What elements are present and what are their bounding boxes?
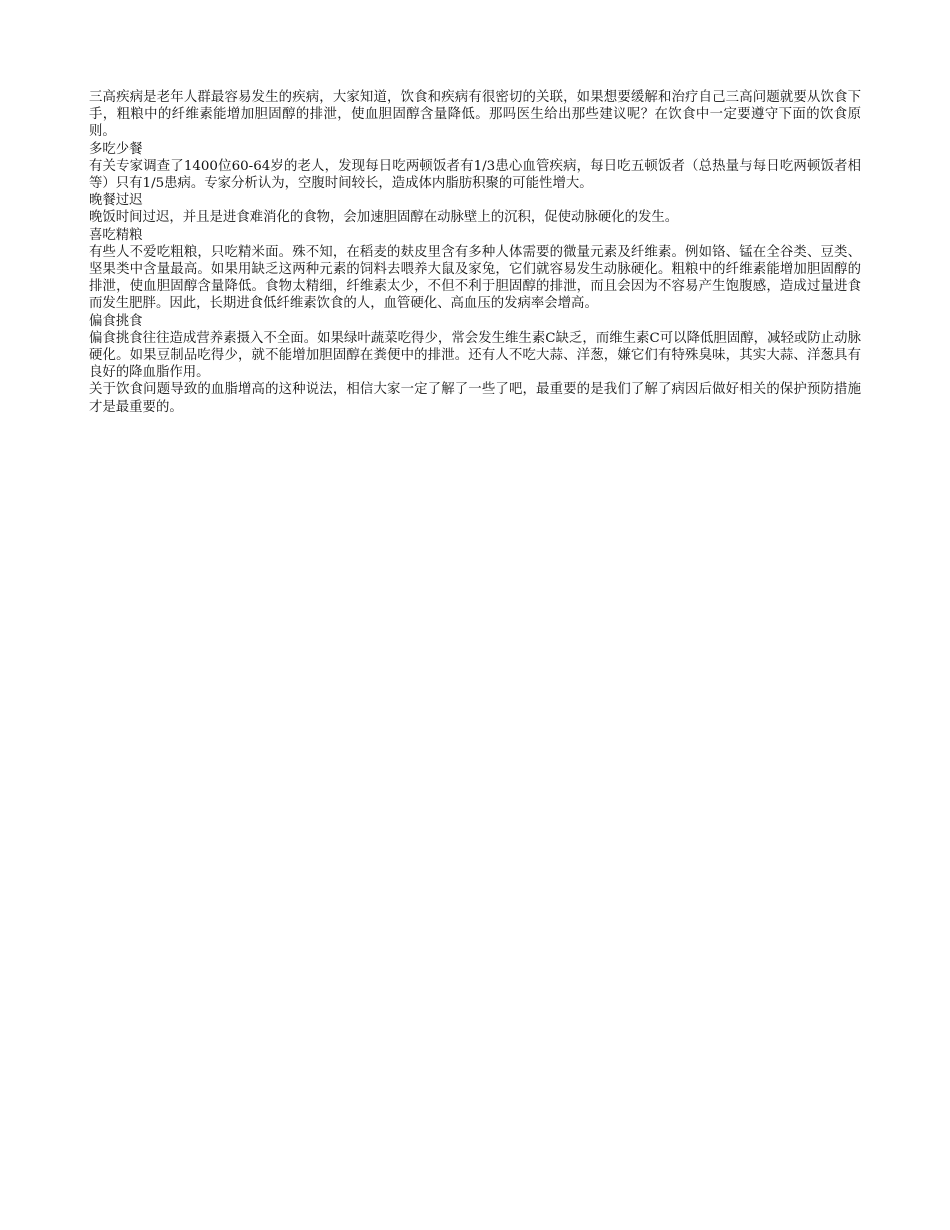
section-body-picky-eating: 偏食挑食往往造成营养素摄入不全面。如果绿叶蔬菜吃得少，常会发生维生素C缺乏，而维生素C可以降低胆固醇，减轻或防止动脉硬化。如果豆制品吃得少，就不能增加胆固醇在粪便中的排泄。还有人不吃大蒜、洋葱，嫌它们有特殊臭味，其实大蒜、洋葱具有良好的降血脂作用。 <box>89 330 861 381</box>
section-heading-late-dinner: 晚餐过迟 <box>89 193 143 209</box>
section-body-refined-grain: 有些人不爱吃粗粮，只吃精米面。殊不知，在稻麦的麸皮里含有多种人体需要的微量元素及纤维素。例如铬、锰在全谷类、豆类、坚果类中含量最高。如果用缺乏这两种元素的饲料去喂养大鼠及家兔，它们就容易发生动脉硬化。粗粮中的纤维素能增加胆固醇的排泄，使血胆固醇含量降低。食物太精细，纤维素太少，不但不利于胆固醇的排泄，而且会因为不容易产生饱腹感，造成过量进食而发生肥胖。因此，长期进食低纤维素饮食的人，血管硬化、高血压的发病率会增高。 <box>89 244 861 312</box>
intro-paragraph: 三高疾病是老年人群最容易发生的疾病，大家知道，饮食和疾病有很密切的关联，如果想要缓解和治疗自己三高问题就要从饮食下手，粗粮中的纤维素能增加胆固醇的排泄，使血胆固醇含量降低。那吗医生给出那些建议呢？在饮食中一定要遵守下面的饮食原则。 <box>89 90 861 140</box>
section-heading-refined-grain: 喜吃精粮 <box>89 227 143 243</box>
conclusion-paragraph: 关于饮食问题导致的血脂增高的这种说法，相信大家一定了解了一些了吧，最重要的是我们了解了病因后做好相关的保护预防措施才是最重要的。 <box>89 382 861 415</box>
section-body-eat-more-meals: 有关专家调查了1400位60-64岁的老人，发现每日吃两顿饭者有1/3患心血管疾病，每日吃五顿饭者（总热量与每日吃两顿饭者相等）只有1/5患病。专家分析认为，空腹时间较长，造成体内脂肪积聚的可能性增大。 <box>89 158 861 192</box>
section-heading-eat-more-meals: 多吃少餐 <box>89 141 143 157</box>
section-heading-picky-eating: 偏食挑食 <box>89 313 143 329</box>
article-body <box>89 89 861 416</box>
section-body-late-dinner: 晚饭时间过迟，并且是进食难消化的食物，会加速胆固醇在动脉壁上的沉积，促使动脉硬化的发生。 <box>89 210 679 226</box>
